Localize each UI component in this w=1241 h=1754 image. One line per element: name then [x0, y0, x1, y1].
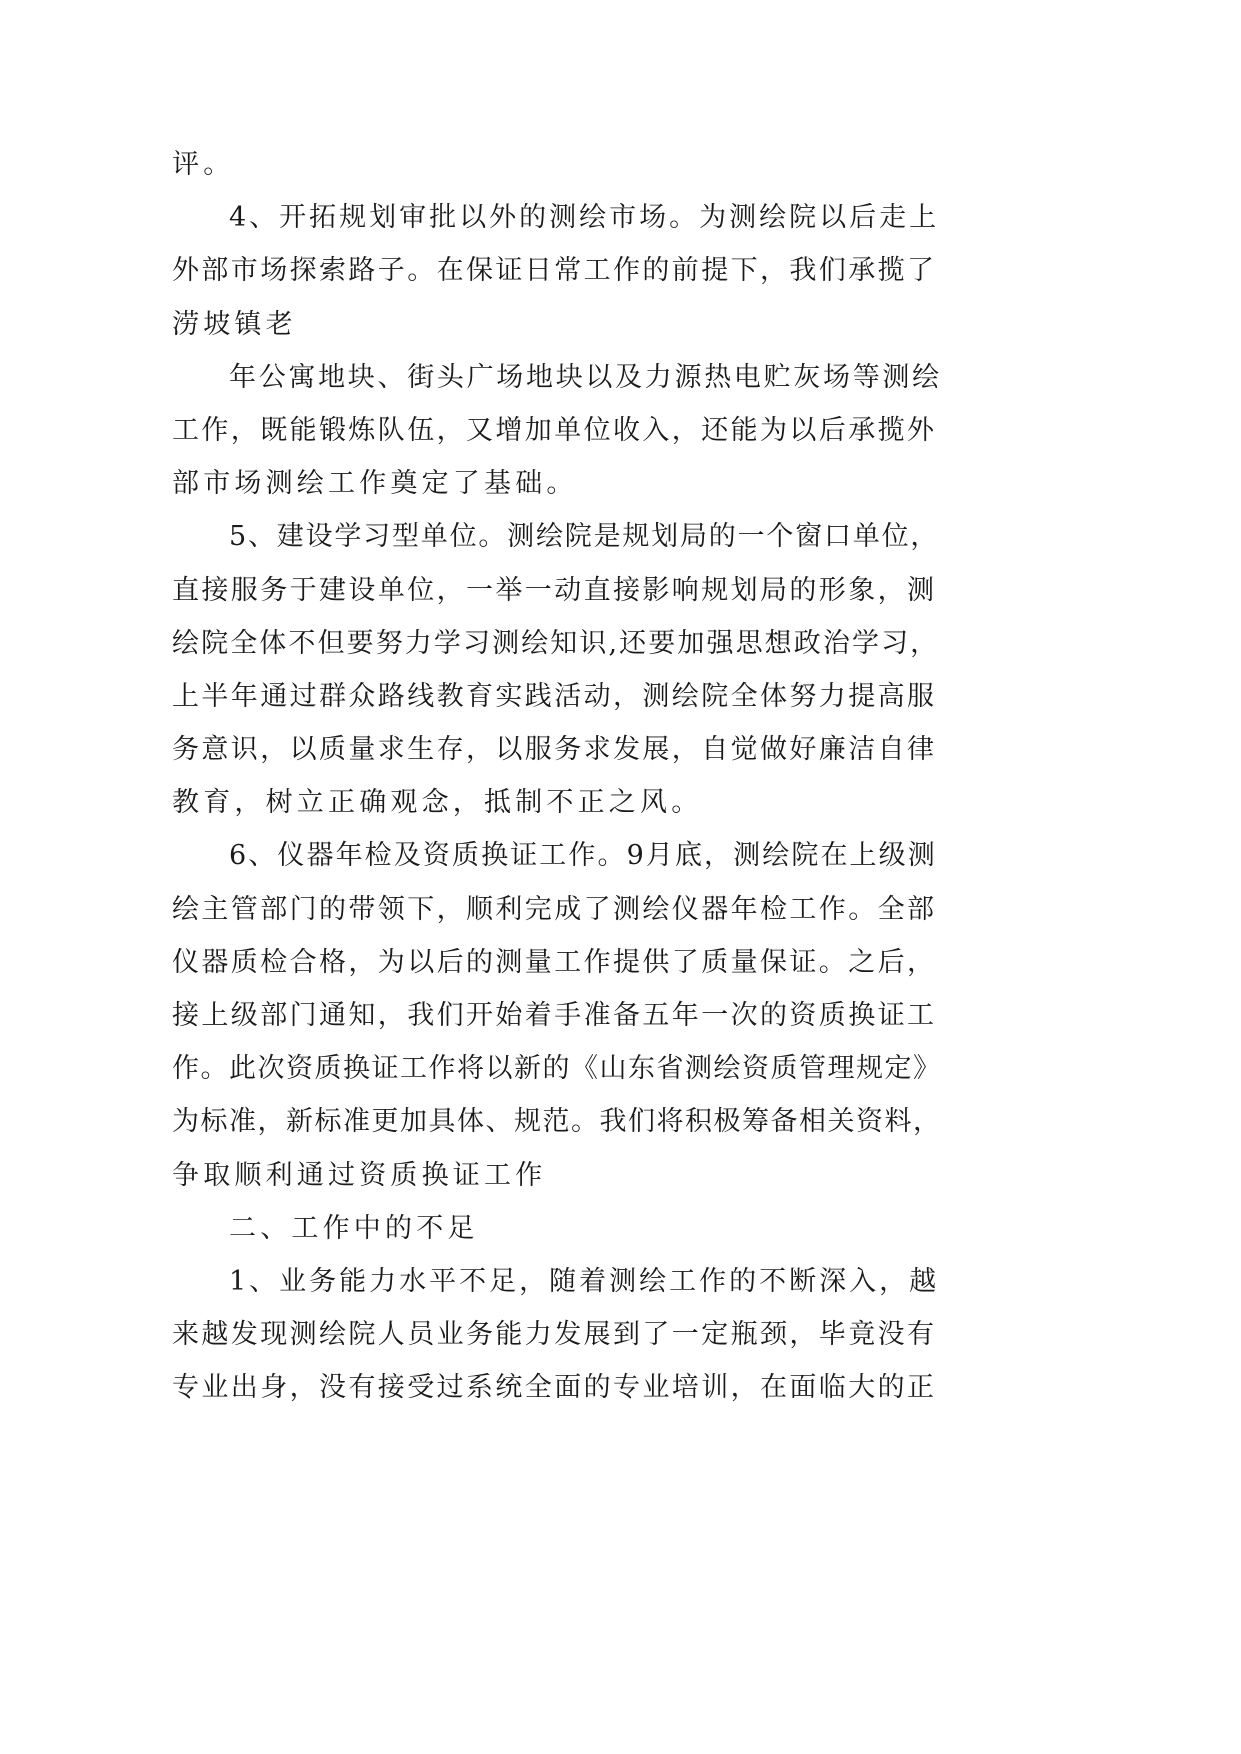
text-line: 外部市场探索路子。在保证日常工作的前提下，我们承揽了: [172, 255, 937, 287]
text-line: 务意识，以质量求生存，以服务求发展，自觉做好廉洁自律: [172, 734, 937, 766]
text-line: 上半年通过群众路线教育实践活动，测绘院全体努力提高服: [172, 680, 937, 712]
text-line: 绘院全体不但要努力学习测绘知识,还要加强思想政治学习，: [172, 627, 940, 659]
text-line: 6、仪器年检及资质换证工作。9月底，测绘院在上级测: [229, 840, 937, 872]
text-line: 部市场测绘工作奠定了基础。: [172, 468, 578, 500]
text-line: 作。此次资质换证工作将以新的《山东省测绘资质管理规定》: [172, 1053, 942, 1085]
text-line: 5、建设学习型单位。测绘院是规划局的一个窗口单位，: [229, 521, 940, 553]
text-line: 4、开拓规划审批以外的测绘市场。为测绘院以后走上: [229, 202, 940, 234]
text-line: 教育，树立正确观念，抵制不正之风。: [172, 787, 703, 819]
text-line: 仪器质检合格，为以后的测量工作提供了质量保证。之后，: [172, 946, 937, 978]
text-line: 为标准，新标准更加具体、规范。我们将积极筹备相关资料，: [172, 1106, 942, 1138]
text-line: 接上级部门通知，我们开始着手准备五年一次的资质换证工: [172, 1000, 937, 1031]
text-line: 争取顺利通过资质换证工作: [172, 1159, 547, 1191]
text-line: 工作，既能锻炼队伍，又增加单位收入，还能为以后承揽外: [172, 414, 937, 446]
text-line: 来越发现测绘院人员业务能力发展到了一定瓶颈，毕竟没有: [172, 1319, 937, 1351]
text-line: 涝坡镇老: [172, 308, 297, 340]
section-heading: 二、工作中的不足: [229, 1212, 479, 1244]
text-line: 评。: [172, 149, 235, 180]
body-text: [172, 138, 942, 1415]
text-line: 年公寓地块、街头广场地块以及力源热电贮灰场等测绘: [229, 361, 942, 393]
text-line: 直接服务于建设单位，一举一动直接影响规划局的形象，测: [172, 574, 937, 606]
text-line: 绘主管部门的带领下，顺利完成了测绘仪器年检工作。全部: [172, 893, 937, 925]
text-line: 专业出身，没有接受过系统全面的专业培训，在面临大的正: [172, 1372, 937, 1404]
text-line: 1、业务能力水平不足，随着测绘工作的不断深入，越: [229, 1265, 940, 1297]
